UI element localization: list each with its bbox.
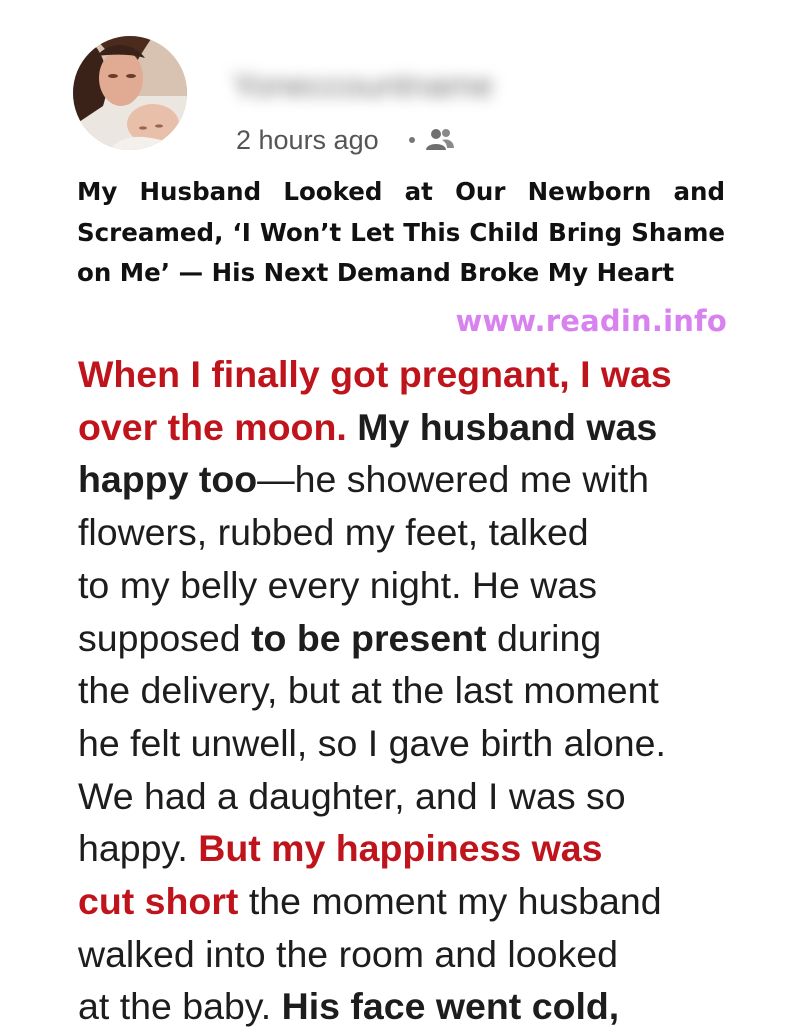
- post-timestamp[interactable]: 2 hours ago: [236, 124, 379, 155]
- post-body: [78, 348, 738, 1033]
- body-line: [78, 928, 738, 981]
- body-line: [78, 822, 738, 875]
- body-line: [78, 770, 738, 823]
- avatar-photo: [73, 36, 187, 150]
- post-meta: [236, 122, 455, 158]
- watermark: www.readin.info: [455, 304, 727, 338]
- body-line: [78, 664, 738, 717]
- body-segment: to be present: [251, 616, 487, 659]
- body-segment: at the baby.: [78, 985, 282, 1028]
- body-segment: to my belly every night. He was: [78, 563, 597, 606]
- body-segment: during: [486, 616, 602, 659]
- body-segment: happy too: [78, 458, 258, 501]
- post-headline: My Husband Looked at Our Newborn and Screamed, ‘I Won’t Let This Child Bring Shame on Me’ — His Next Demand Broke My Heart: [77, 177, 725, 287]
- body-segment: happy.: [78, 827, 199, 870]
- body-segment: His face went cold,: [281, 985, 620, 1028]
- body-segment: cut short: [78, 880, 239, 923]
- author-avatar[interactable]: [73, 36, 187, 150]
- body-segment: over the moon.: [78, 405, 358, 448]
- separator-dot: [409, 137, 415, 143]
- body-line: [78, 875, 738, 928]
- body-segment: the moment my husband: [238, 880, 662, 923]
- body-segment: he felt unwell, so I gave birth alone.: [78, 721, 666, 764]
- body-segment: walked into the room and looked: [78, 932, 618, 975]
- body-line: [78, 717, 738, 770]
- body-line: [78, 559, 738, 612]
- body-segment: the delivery, but at the last moment: [78, 669, 659, 712]
- body-segment: My husband was: [357, 405, 658, 448]
- body-segment: But my happiness was: [198, 827, 603, 870]
- body-segment: —he showered me with: [257, 458, 650, 501]
- body-line: [78, 506, 738, 559]
- body-segment: When I finally got pregnant, I was: [78, 353, 672, 395]
- body-line: [78, 453, 738, 506]
- body-line: [78, 612, 738, 665]
- body-segment: We had a daughter, and I was so: [78, 774, 626, 817]
- author-name[interactable]: Yoneccountname: [232, 67, 494, 105]
- body-line: [78, 401, 738, 454]
- body-line: [78, 980, 738, 1033]
- body-segment: flowers, rubbed my feet, talked: [78, 511, 589, 554]
- friends-icon[interactable]: [425, 127, 455, 153]
- body-segment: supposed: [78, 616, 252, 659]
- body-line: [78, 348, 738, 401]
